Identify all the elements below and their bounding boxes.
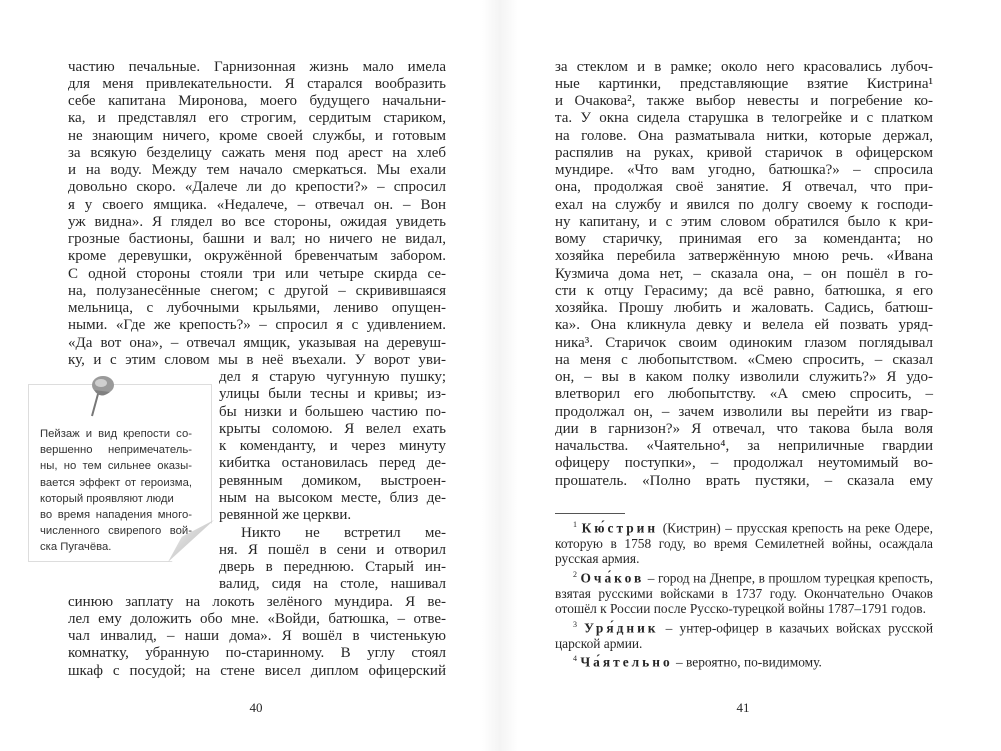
text-line: кибитка остановилась перед де-	[219, 455, 446, 472]
text-line: «Да вот она», – отвечал ямщик, указывая на деревуш-	[68, 334, 446, 351]
text-line: ными. «Где же крепость?» – спросил я с удивлением.	[68, 317, 446, 334]
footnotes	[555, 517, 933, 670]
text-line: он, – вы в каком полку изволили служить?» Я удо-	[555, 369, 933, 386]
note-line: вершенно непримечатель-	[40, 444, 192, 457]
text-line: ка, и представлял его строгим, сердитым стариком,	[68, 110, 446, 127]
text-line: кроме деревушки, окружённой бревенчатым забором.	[68, 248, 446, 265]
footnote	[555, 651, 933, 670]
text-line: частию печальные. Гарнизонная жизнь мало имела	[68, 58, 446, 75]
note-line: который проявляют люди	[40, 492, 174, 505]
pushpin-icon	[86, 372, 120, 418]
page-number-right: 41	[736, 700, 750, 715]
text-line: сти к отцу Герасиму; да всё равно, батюшка, я его	[555, 282, 933, 299]
text-line: мундире. «Что вам угодно, батюшка?» – спросила	[555, 162, 933, 179]
text-line: ка». Она кликнула девку и велела ей позвать уряд-	[555, 317, 933, 334]
text-line: распялив на руках, кривой старичок в офицерском	[555, 144, 933, 161]
footnote-text: – вероятно, по-видимому.	[672, 654, 822, 670]
text-line: вому старичку, принимая его за коменданта; но	[555, 231, 933, 248]
text-line: дверь в переднюю. Старый ин-	[219, 559, 446, 576]
text-line: крыты соломою. Я велел ехать	[219, 420, 446, 437]
text-line: ехал на службу и явился по долгу своему к господи-	[555, 196, 933, 213]
footnote-text: – унтер-офицер в казачьих войсках русской царской армии.	[555, 620, 933, 651]
note-line: ны, но тем сильнее оказы-	[40, 460, 192, 473]
note-line: ска Пугачёва.	[40, 541, 112, 554]
text-line: уж видна». Я глядел во все стороны, ожидая увидеть	[68, 213, 446, 230]
footnote-text: – город на Днепре, в прошлом турецкая крепость, взятая русскими войсками в 1737 году. Окончательно Очаков отошёл к России после Русско-турецкой войны 1787–1791 годов.	[555, 570, 933, 617]
text-line: для меня привлекательности. Я старался вообразить	[68, 75, 446, 92]
footnote-divider	[555, 513, 625, 514]
text-line: за всякую безделицу сажать меня под арест на хлеб	[68, 144, 446, 161]
text-line: Никто не встретил ме-	[241, 524, 446, 541]
text-line: за стеклом и в рамке; около него красовались лубоч-	[555, 58, 933, 75]
text-line: ревянной же церкви.	[219, 507, 352, 524]
left-page	[0, 0, 500, 751]
text-line: хозяйка перебила затвержённую мною речь. «Ивана	[555, 248, 933, 265]
note-line: вается эффект от героизма,	[40, 476, 192, 489]
footnote-number: 3	[573, 619, 577, 629]
text-line: она, продолжая своё занятие. Я отвечал, что при-	[555, 179, 933, 196]
footnote	[555, 567, 933, 617]
text-line: и Очакова², также выбор невесты и погребение ко-	[555, 93, 933, 110]
text-line: валид, сидя на столе, нашивал	[219, 576, 446, 593]
text-line: влетворил его любопытству. «А смею спросить, –	[555, 386, 933, 403]
text-line: ным на высоком месте, близ де-	[219, 490, 446, 506]
text-line: не знающим ничего, кроме своей службы, и готовым	[68, 127, 446, 144]
text-line: синюю заплату на локоть зелёного мундира. Я ве-	[68, 593, 446, 610]
text-line: чал инвалид, – наши дома». Я вошёл в чистенькую	[68, 628, 446, 645]
text-line: я у своего ямщика. «Недалече, – отвечал он. – Вон	[68, 196, 446, 213]
text-line: довольно скоро. «Далече ли до крепости?» – спросил	[68, 179, 446, 196]
footnote-term: Ча́ятельно	[580, 654, 673, 670]
text-line: дии в гарнизон?» Я отвечал, что такова была воля	[555, 420, 933, 437]
footnote	[555, 617, 933, 651]
text-line: Кузмича дома нет, – сказала она, – он пошёл в го-	[555, 265, 933, 282]
text-line: к коменданту, и через минуту	[219, 438, 446, 455]
note-line: Пейзаж и вид крепости со-	[40, 428, 192, 440]
text-line: прошатель. «Полно врать пустяки, – сказала ему	[555, 472, 933, 489]
footnote-number: 2	[573, 569, 577, 579]
footnote-number: 4	[573, 654, 577, 664]
text-line: улицы были тесны и кривы; из-	[219, 386, 446, 403]
note-line: во время нападения много-	[40, 508, 192, 521]
text-line: начальства. «Чаятельно⁴, за неприличные гвардии	[555, 438, 933, 455]
text-line: лел ему доложить обо мне. «Войди, батюшка, – отве-	[68, 610, 446, 627]
note-line: численного свирепого вой-	[40, 525, 192, 538]
text-line: ные картинки, представляющие взятие Кистрина¹	[555, 75, 933, 92]
text-line: продолжал он, – зачем изволили вы перейти из гвар-	[555, 403, 933, 420]
text-line: комнатку, убранную по-старинному. В углу стоял	[68, 645, 446, 662]
text-line: ня. Я пошёл в сени и отворил	[219, 541, 446, 558]
text-line: офицеру поступки», – продолжал неутомимый во-	[555, 455, 933, 472]
text-line: ника³. Старичок своим одиноким глазом поглядывал	[555, 334, 933, 351]
text-line: та. У окна сидела старушка в телогрейке и с платком	[555, 110, 933, 127]
text-line: С одной стороны стояли три или четыре скирда се-	[68, 265, 446, 282]
text-line: на голове. Она разматывала нитки, которые держал,	[555, 127, 933, 144]
footnote-term: Уря́дник	[584, 620, 659, 636]
text-line: хозяйка. Прошу любить и жаловать. Садись, батюш-	[555, 300, 933, 317]
sticky-note-text	[40, 426, 192, 556]
text-line: ревянным домиком, выстроен-	[219, 472, 446, 489]
footnote-term: Оча́ков	[580, 570, 645, 586]
page-number-left: 40	[249, 700, 263, 715]
text-line: и на воду. Между тем начало смеркаться. Мы ехали	[68, 162, 446, 179]
text-line: ну капитану, и с этим словом обратился было к кри-	[555, 213, 933, 230]
text-line: шкаф с посудой; на стене висел диплом офицерский	[68, 662, 446, 679]
text-line: ку, и с этим словом мы в неё въехали. У ворот уви-	[68, 351, 446, 368]
text-line: бы низки и большею частию по-	[219, 403, 446, 420]
text-line: на меня с любопытством. «Смею спросить, – сказал	[555, 351, 933, 368]
text-line: дел я старую чугунную пушку;	[219, 369, 446, 386]
text-line: грозные бастионы, башни и вал; но ничего не видал,	[68, 231, 446, 248]
footnote-number: 1	[573, 520, 577, 529]
text-line: мельница, с лубочными крыльями, лениво опущен-	[68, 300, 446, 317]
text-line: на, полузанесённые снегом; с другой – скривившаяся	[68, 282, 446, 299]
text-line: себе капитана Миронова, моего будущего начальни-	[68, 93, 446, 110]
footnote-text: (Кистрин) – прусская крепость на реке Одере, которую в 1758 году, во время Семилетней войны, осаждала русская армия.	[555, 520, 933, 567]
footnote-term: Кю́стрин	[581, 520, 659, 536]
footnote	[555, 517, 933, 567]
